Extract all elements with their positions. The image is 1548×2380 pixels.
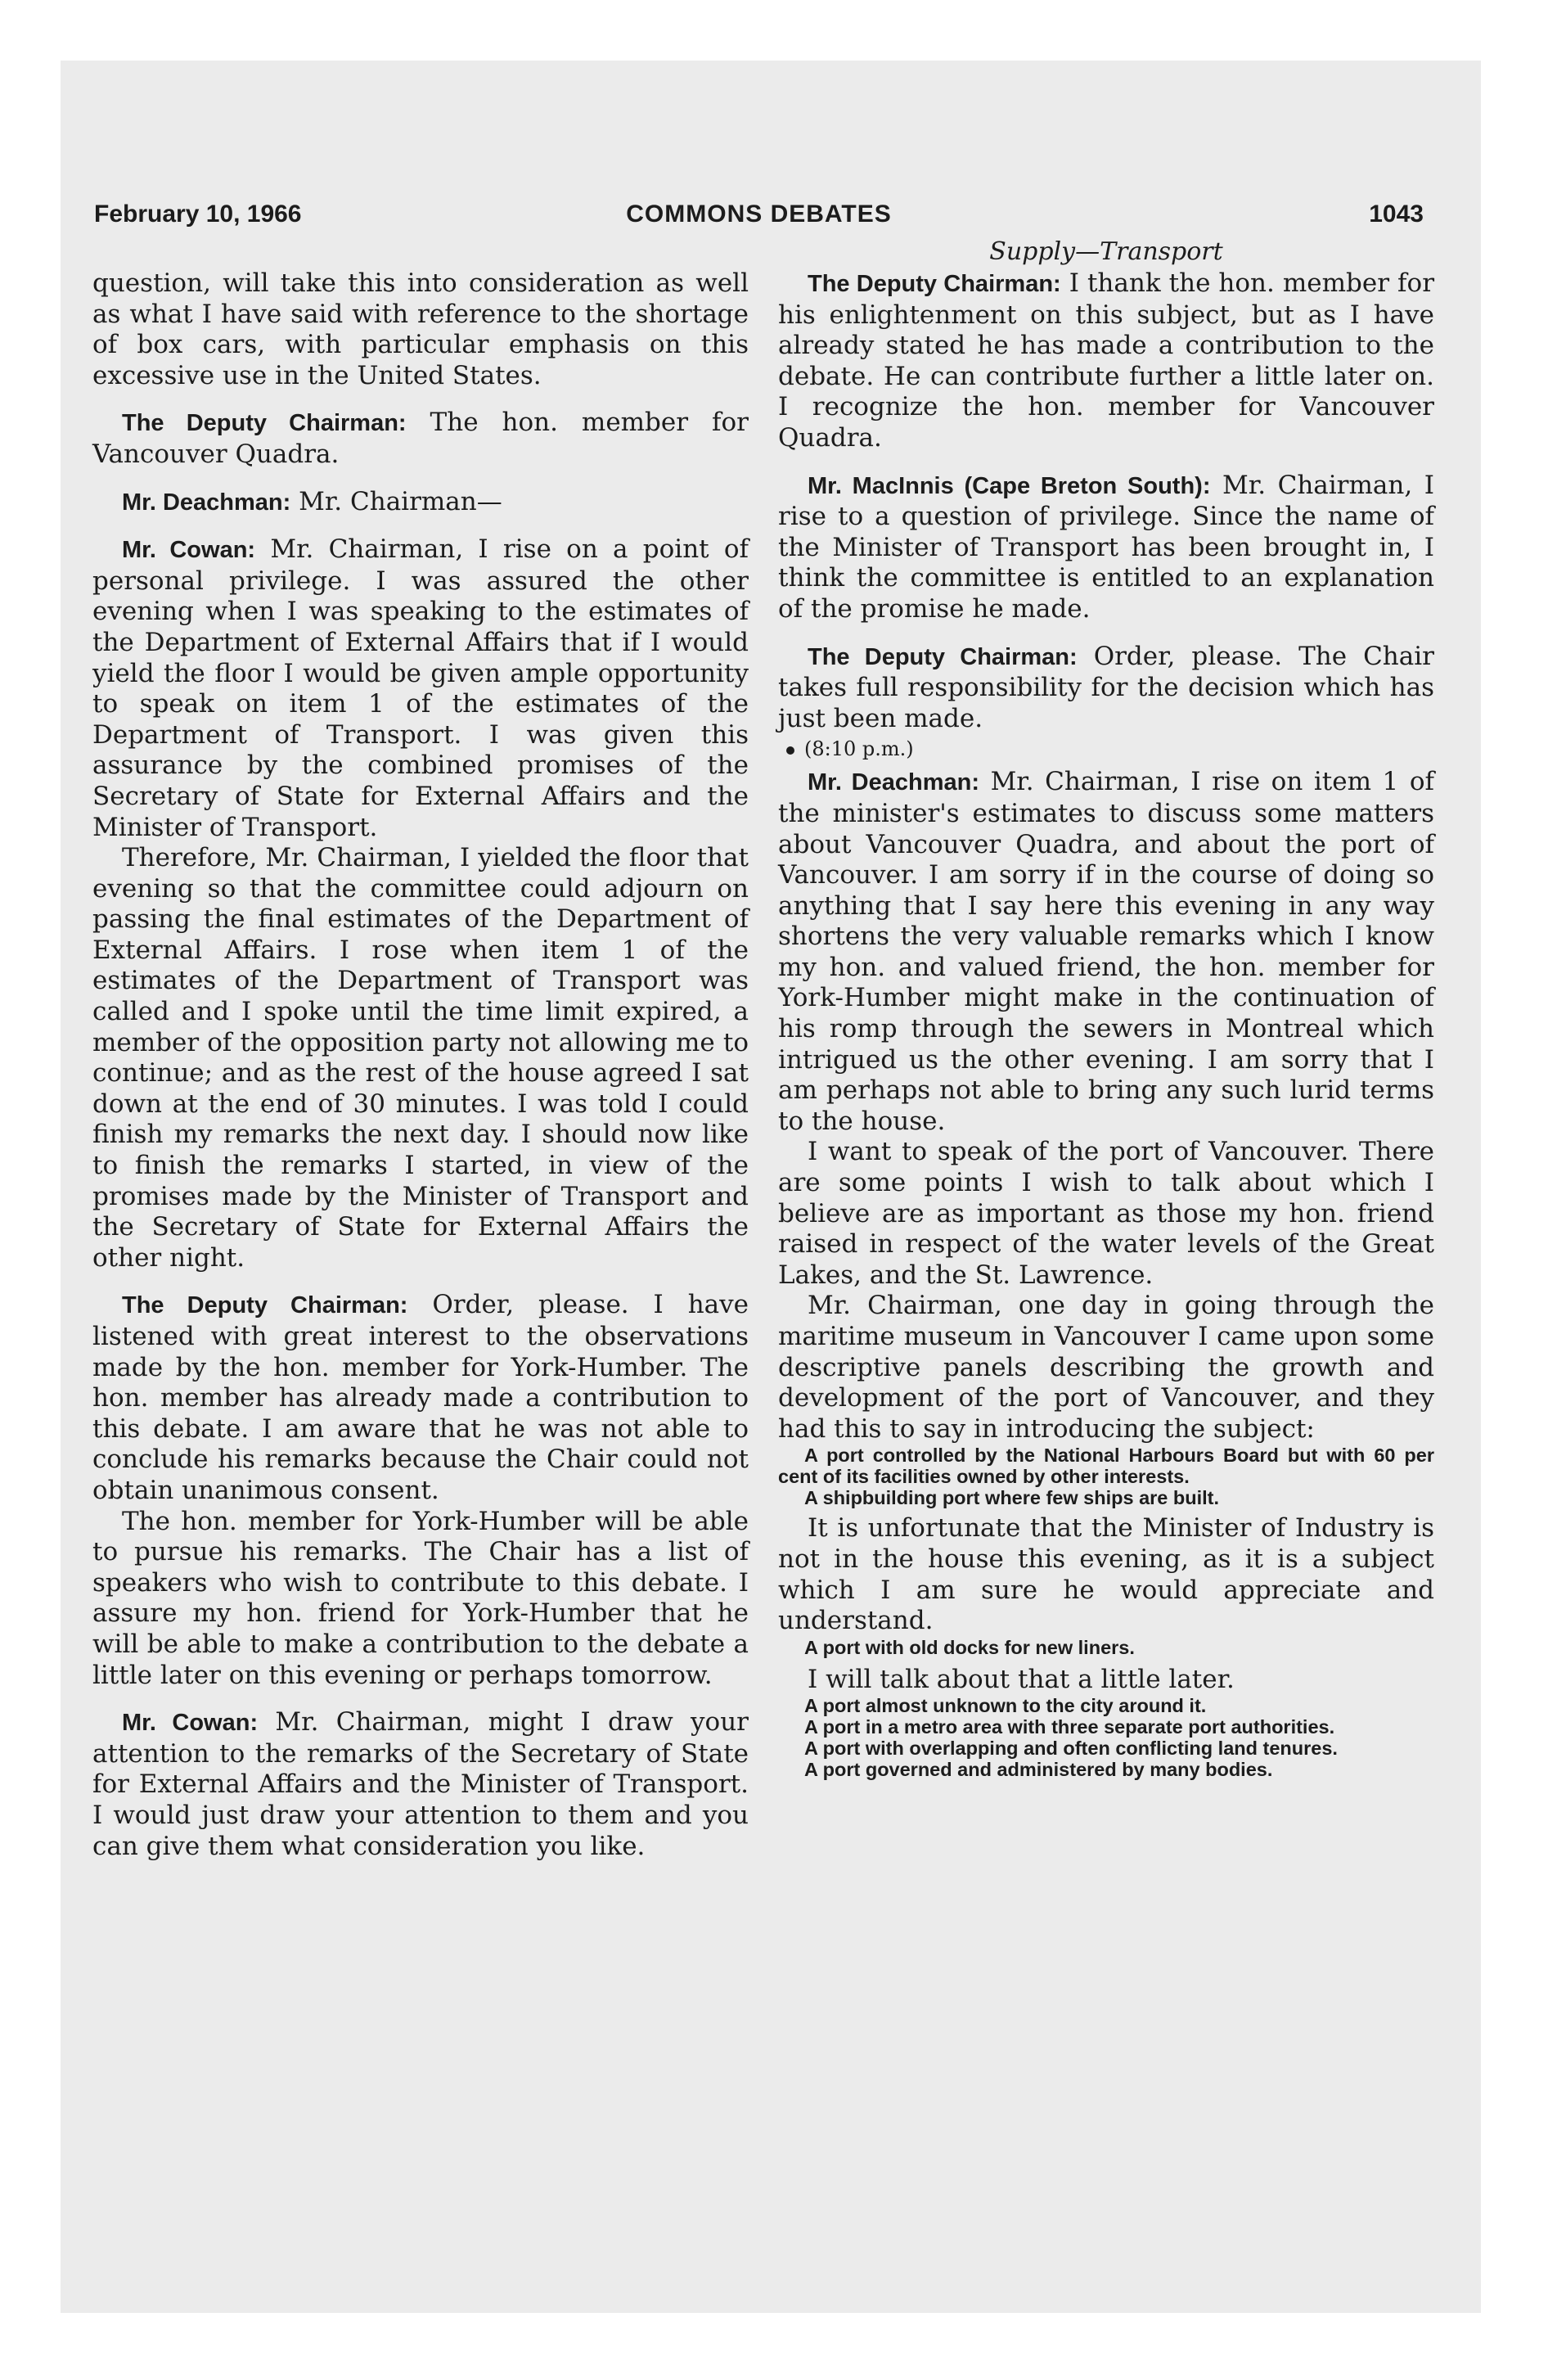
paragraph: I will talk about that a little later. xyxy=(808,1664,1235,1694)
speech-paragraph xyxy=(778,767,1434,1137)
speaker-name: The Deputy Chairman: xyxy=(122,410,407,437)
speech-text: Mr. Chairman, I rise to a question of privilege. Since the name of the Minister of Transport has been brought in, I think the committee is entitled to an explanation of the promise he made. xyxy=(778,470,1434,624)
paragraph: question, will take this into consideration as well as what I have said with reference to the shortage of box cars, with particular emphasis on this excessive use in the United States. xyxy=(92,268,749,390)
left-column xyxy=(92,268,749,1862)
speech-text: I thank the hon. member for his enlightenment on this subject, but as I have already stated he has made a contribution to the debate. He can contribute further a little later on. I recognize the hon. member for Vancouver Quadra. xyxy=(778,268,1435,453)
quotation: A shipbuilding port where few ships are built. xyxy=(804,1487,1220,1509)
time-text: (8:10 p.m.) xyxy=(804,737,914,761)
time-stamp xyxy=(778,734,1434,764)
bullet-dot-icon xyxy=(786,746,794,755)
quotation: A port in a metro area with three separate port authorities. xyxy=(804,1716,1335,1738)
speech-paragraph xyxy=(92,487,749,519)
speech-text: The hon. member for Vancouver Quadra. xyxy=(92,408,749,469)
quotation: A port controlled by the National Harbours Board but with 60 per cent of its facilities owned by other interests. xyxy=(778,1445,1434,1488)
speaker-name: The Deputy Chairman: xyxy=(808,643,1078,670)
speech-paragraph xyxy=(92,1290,749,1506)
quotation: A port almost unknown to the city around it. xyxy=(804,1695,1207,1717)
paragraph: I want to speak of the port of Vancouver. There are some points I wish to talk about which I believe are as important as those my hon. friend raised in respect of the water levels of the Great Lakes, and the St. Lawrence. xyxy=(778,1137,1434,1290)
speaker-name: The Deputy Chairman: xyxy=(122,1292,408,1319)
speaker-name: Mr. Deachman: xyxy=(808,769,979,796)
speech-paragraph xyxy=(92,1707,749,1862)
paragraph: Therefore, Mr. Chairman, I yielded the floor that evening so that the committee could adjourn on passing the final estimates of the Department of External Affairs. I rose when item 1 of the estimates of the Department of Transport was called and I spoke until the time limit expired, a member of the opposition party not allowing me to continue; and as the rest of the house agreed I sat down at the end of 30 minutes. I was told I could finish my remarks the next day. I should now like to finish the remarks I started, in view of the promises made by the Minister of Transport and the Secretary of State for External Affairs the other night. xyxy=(92,843,749,1273)
header-title: COMMONS DEBATES xyxy=(626,201,892,228)
speech-paragraph xyxy=(778,471,1434,625)
speech-paragraph xyxy=(92,534,749,843)
speech-text: Order, please. I have listened with great interest to the observations made by the hon. member for York-Humber. The hon. member has already made a contribution to this debate. I am aware that he was not able to conclude his remarks because the Chair could not obtain unanimous consent. xyxy=(92,1290,749,1505)
speech-text: Mr. Chairman, I rise on item 1 of the minister's estimates to discuss some matters about Vancouver Quadra, and about the port of Vancouver. I am sorry if in the course of doing so anything that I say here this evening in any way shortens the very valuable remarks which I know my hon. and valued friend, the hon. member for York-Humber might make in the continuation of his romp through the sewers in Montreal which intrigued us the other evening. I am sorry that I am perhaps not able to bring any such lurid terms to the house. xyxy=(778,767,1434,1136)
quotation: A port governed and administered by many bodies. xyxy=(804,1759,1273,1781)
page-number: 1043 xyxy=(1369,201,1424,228)
speech-text: Order, please. The Chair takes full responsibility for the decision which has just been made. xyxy=(778,641,1434,733)
speech-text: Mr. Chairman, might I draw your attention to the remarks of the Secretary of State for External Affairs and the Minister of Transport. I would just draw your attention to them and you can give them what consideration you like. xyxy=(92,1707,749,1861)
speech-paragraph xyxy=(778,268,1434,454)
speaker-name: Mr. MacInnis (Cape Breton South): xyxy=(808,472,1211,499)
paragraph: It is unfortunate that the Minister of Industry is not in the house this evening, as it is a subject which I am sure he would appreciate and understand. xyxy=(778,1513,1434,1636)
speaker-name: Mr. Cowan: xyxy=(122,537,256,564)
right-column xyxy=(778,236,1434,1780)
speech-paragraph xyxy=(778,642,1434,735)
page-header xyxy=(94,201,1424,233)
speaker-name: Mr. Cowan: xyxy=(122,1710,259,1737)
header-date: February 10, 1966 xyxy=(94,201,302,228)
speech-text: Mr. Chairman— xyxy=(290,486,502,516)
quotation: A port with overlapping and often conflicting land tenures. xyxy=(804,1738,1338,1760)
section-heading: Supply—Transport xyxy=(989,237,1223,266)
paragraph: The hon. member for York-Humber will be able to pursue his remarks. The Chair has a list of speakers who wish to contribute to this debate. I assure my hon. friend for York-Humber that he will be able to make a contribution to the debate a little later on this evening or perhaps tomorrow. xyxy=(92,1506,749,1690)
speech-paragraph xyxy=(92,408,749,470)
quotation: A port with old docks for new liners. xyxy=(804,1636,1135,1658)
speaker-name: Mr. Deachman: xyxy=(122,489,291,516)
speaker-name: The Deputy Chairman: xyxy=(808,271,1061,297)
paragraph: Mr. Chairman, one day in going through the maritime museum in Vancouver I came upon some descriptive panels describing the growth and development of the port of Vancouver, and they had this to say in introducing the subject: xyxy=(778,1291,1434,1444)
speech-text: Mr. Chairman, I rise on a point of personal privilege. I was assured the other evening when I was speaking to the estimates of the Department of External Affairs that if I would yield the floor I would be given ample opportunity to speak on item 1 of the estimates of the Department of Transport. I was given this assurance by the combined promises of the Secretary of State for External Affairs and the Minister of Transport. xyxy=(92,534,749,842)
